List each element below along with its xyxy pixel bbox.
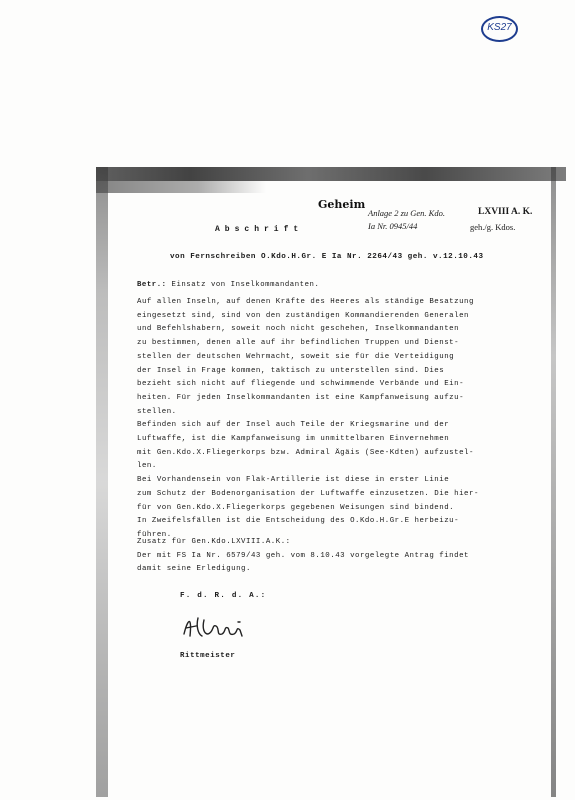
- body-line: In Zweifelsfällen ist die Entscheidung des O.Kdo.H.Gr.E herbeizu-: [137, 517, 460, 526]
- certification-line: F. d. R. d. A.:: [180, 592, 267, 600]
- classification-heading: Geheim: [318, 198, 366, 211]
- addendum: [137, 536, 469, 577]
- body-line: zum Schutz der Bodenorganisation der Luftwaffe einzusetzen. Die hier-: [137, 489, 479, 498]
- stamp-text: KS27: [487, 22, 512, 33]
- subject-label: Betr.:: [137, 281, 167, 289]
- body-line: bezieht sich nicht auf fliegende und schwimmende Verbände und Ein-: [137, 380, 465, 389]
- handwritten-signature: [180, 612, 260, 642]
- addendum-line: Der mit FS Ia Nr. 6579/43 geh. vom 8.10.43 vorgelegte Antrag findet: [137, 551, 469, 560]
- body-line: Bei Vorhandensein von Flak-Artillerie ist diese in erster Linie: [137, 476, 450, 485]
- copy-title: Abschrift: [215, 225, 304, 234]
- body-line: und Befehlshabern, soweit noch nicht geschehen, Inselkommandanten: [137, 325, 460, 334]
- subject-line: [137, 281, 319, 289]
- body-line: Auf allen Inseln, auf denen Kräfte des Heeres als ständige Besatzung: [137, 298, 474, 306]
- body-line: eingesetzt sind, sind von den zuständigen Kommandierenden Generalen: [137, 311, 469, 320]
- document-body: [137, 296, 479, 543]
- subject-text: Einsatz von Inselkommandanten.: [171, 281, 320, 289]
- copy-edge-top: [96, 167, 566, 181]
- body-line: heiten. Für jeden Inselkommandanten ist eine Kampfanweisung aufzu-: [137, 393, 465, 402]
- body-line: mit Gen.Kdo.X.Fliegerkorps bzw. Admiral Ägäis (See-Kdten) aufzustel-: [137, 448, 474, 457]
- addendum-line: damit seine Erledigung.: [137, 565, 251, 574]
- body-line: stellen der deutschen Wehrmacht, soweit sie für die Verteidigung: [137, 352, 455, 361]
- body-line: Luftwaffe, ist die Kampfanweisung im unmittelbaren Einvernehmen: [137, 435, 450, 444]
- file-number: Ia Nr. 0945/44: [368, 221, 418, 231]
- archive-stamp: [481, 16, 518, 42]
- addendum-line: Zusatz für Gen.Kdo.LXVIII.A.K.:: [137, 538, 291, 546]
- body-line: Befinden sich auf der Insel auch Teile der Kriegsmarine und der: [137, 421, 450, 430]
- body-line: der Insel in Frage kommen, taktisch zu unterstellen sind. Dies: [137, 366, 445, 375]
- body-line: führen.: [137, 530, 172, 539]
- body-line: zu bestimmen, denen alle auf ihr befindlichen Truppen und Dienst-: [137, 339, 460, 348]
- copy-edge-right: [551, 167, 556, 797]
- corps-designation: LXVIII A. K.: [478, 207, 533, 217]
- body-line: stellen.: [137, 407, 177, 416]
- body-line: len.: [137, 462, 157, 471]
- annex-reference: Anlage 2 zu Gen. Kdo.: [368, 208, 445, 218]
- secret-command-mark: geh./g. Kdos.: [470, 222, 516, 232]
- copy-edge-left: [96, 167, 108, 797]
- copy-edge-top-shadow: [96, 181, 266, 193]
- body-line: für von Gen.Kdo.X.Fliegerkorps gegebenen Weisungen sind bindend.: [137, 503, 455, 512]
- teletype-reference: von Fernschreiben O.Kdo.H.Gr. E Ia Nr. 2264/43 geh. v.12.10.43: [170, 253, 484, 261]
- signatory-rank: Rittmeister: [180, 652, 236, 660]
